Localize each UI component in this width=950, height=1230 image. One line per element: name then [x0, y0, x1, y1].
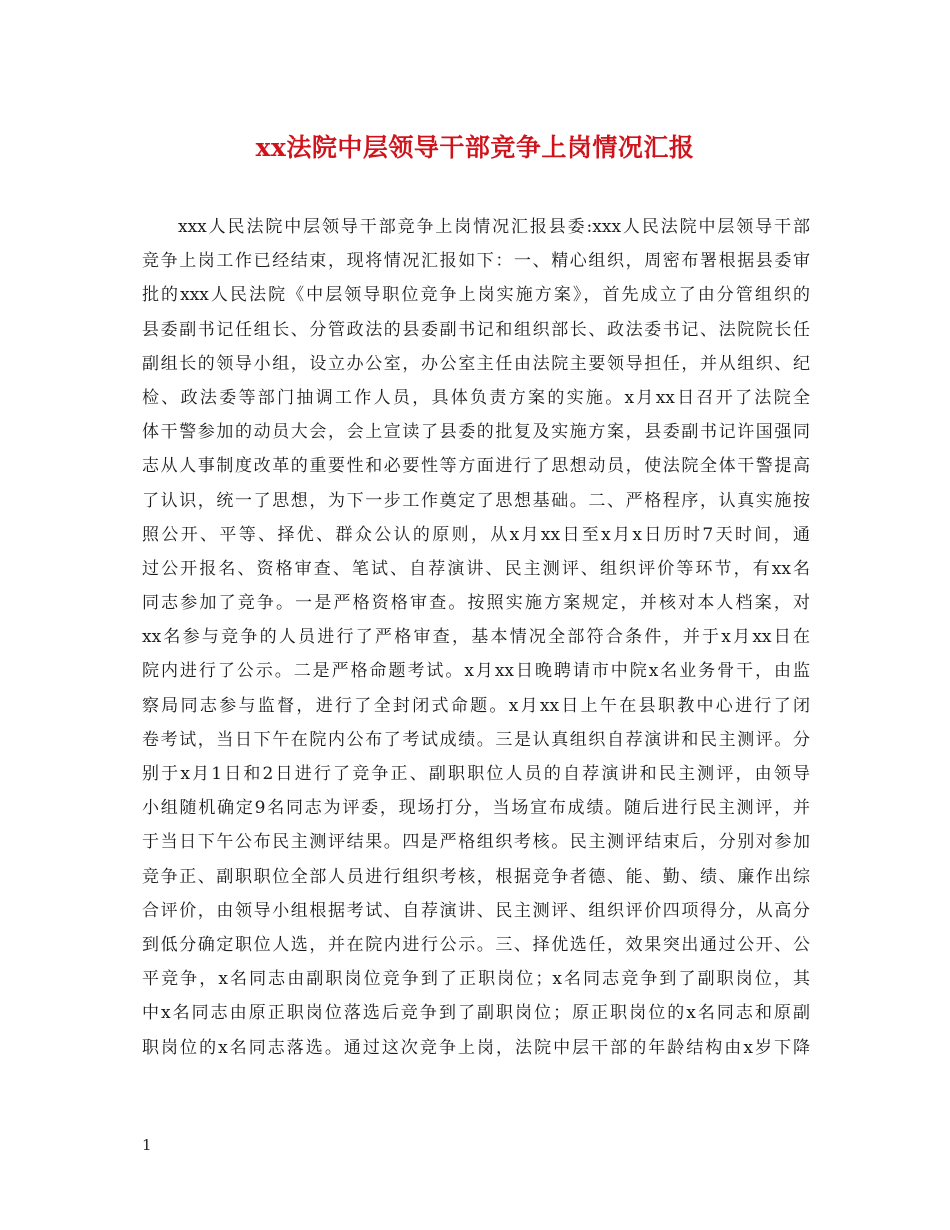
body-line: 到低分确定职位人选，并在院内进行公示。三、择优选任，效果突出通过公开、公	[142, 934, 810, 955]
body-line: 竞争上岗工作已经结束，现将情况汇报如下：一、精心组织，周密布署根据县委审	[142, 251, 810, 272]
body-line: 过公开报名、资格审查、笔试、自荐演讲、民主测评、组织评价等环节，有xx名	[142, 558, 810, 579]
body-line: 竞争正、副职职位全部人员进行组织考核，根据竞争者德、能、勤、绩、廉作出综	[142, 866, 810, 887]
body-line: 县委副书记任组长、分管政法的县委副书记和组织部长、政法委书记、法院院长任	[142, 319, 810, 340]
document-body	[142, 210, 810, 1065]
body-line: 平竞争，x名同志由副职岗位竞争到了正职岗位；x名同志竞争到了副职岗位，其	[142, 969, 810, 990]
body-line: 志从人事制度改革的重要性和必要性等方面进行了思想动员，使法院全体干警提高	[142, 456, 810, 477]
body-line: xx名参与竞争的人员进行了严格审查，基本情况全部符合条件，并于x月xx日在	[142, 627, 810, 648]
document-title: xx法院中层领导干部竞争上岗情况汇报	[255, 133, 695, 162]
body-line: 中x名同志由原正职岗位落选后竞争到了副职岗位；原正职岗位的x名同志和原副	[142, 1003, 810, 1024]
body-line: xxx人民法院中层领导干部竞争上岗情况汇报县委:xxx人民法院中层领导干部	[178, 217, 810, 237]
page-number: 1	[142, 1136, 152, 1154]
body-line: 副组长的领导小组，设立办公室，办公室主任由法院主要领导担任，并从组织、纪	[142, 353, 810, 374]
body-line: 别于x月1日和2日进行了竞争正、副职职位人员的自荐演讲和民主测评，由领导	[142, 764, 810, 784]
body-line: 职岗位的x名同志落选。通过这次竞争上岗，法院中层干部的年龄结构由x岁下降	[142, 1037, 810, 1058]
body-line: 批的xxx人民法院《中层领导职位竞争上岗实施方案》，首先成立了由分管组织的	[142, 285, 810, 306]
body-line: 院内进行了公示。二是严格命题考试。x月xx日晚聘请市中院x名业务骨干，由监	[142, 661, 810, 682]
body-line: 察局同志参与监督，进行了全封闭式命题。x月xx日上午在县职教中心进行了闭	[142, 695, 810, 716]
body-line: 于当日下午公布民主测评结果。四是严格组织考核。民主测评结束后，分别对参加	[142, 832, 810, 853]
body-line: 卷考试，当日下午在院内公布了考试成绩。三是认真组织自荐演讲和民主测评。分	[142, 729, 810, 750]
body-line: 检、政法委等部门抽调工作人员，具体负责方案的实施。x月xx日召开了法院全	[142, 387, 810, 408]
body-line: 了认识，统一了思想，为下一步工作奠定了思想基础。二、严格程序，认真实施按	[142, 490, 810, 511]
body-line: 同志参加了竞争。一是严格资格审查。按照实施方案规定，并核对本人档案，对	[142, 593, 810, 614]
body-line: 小组随机确定9名同志为评委，现场打分，当场宣布成绩。随后进行民主测评，并	[142, 798, 810, 819]
body-line: 合评价，由领导小组根据考试、自荐演讲、民主测评、组织评价四项得分，从高分	[142, 900, 810, 921]
body-line: 体干警参加的动员大会，会上宣读了县委的批复及实施方案，县委副书记许国强同	[142, 422, 810, 443]
body-line: 照公开、平等、择优、群众公认的原则，从x月xx日至x月x日历时7天时间，通	[142, 524, 810, 545]
